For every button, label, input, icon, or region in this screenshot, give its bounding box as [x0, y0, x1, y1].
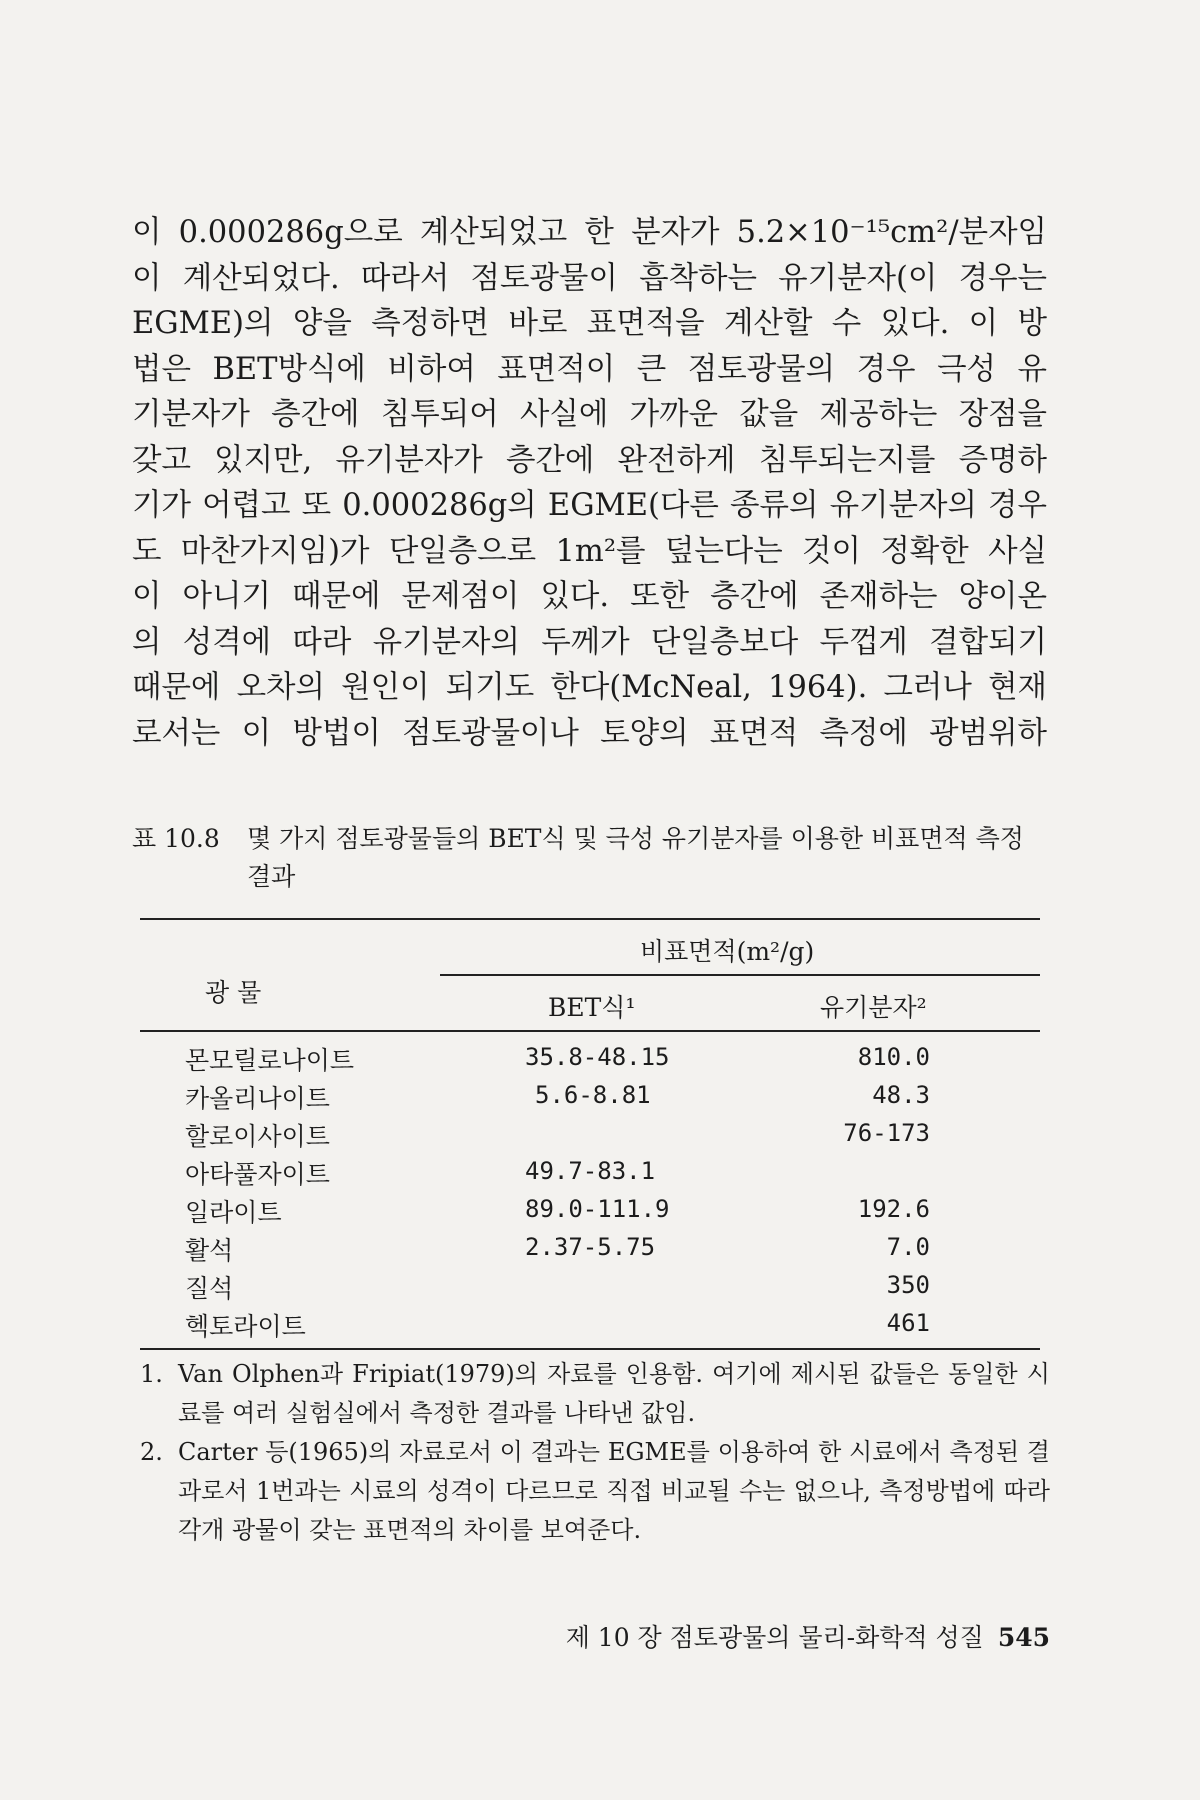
note-number: 2. — [140, 1438, 163, 1466]
table-bottom-rule — [140, 1348, 1040, 1350]
row-bet: 2.37-5.75 — [525, 1233, 656, 1261]
row-organic: 461 — [886, 1309, 930, 1337]
header-mineral: 광 물 — [205, 978, 262, 1007]
row-organic: 7.0 — [886, 1233, 930, 1261]
body-line: 도 마찬가지임)가 단일층으로 1m²를 덮는다는 것이 정확한 사실 — [132, 533, 1047, 569]
table-caption-text: 몇 가지 점토광물들의 BET식 및 극성 유기분자를 이용한 비표면적 측정결과 — [247, 824, 1024, 891]
body-line: 이 0.000286g으로 계산되었고 한 분자가 5.2×10⁻¹⁵cm²/분자임 — [132, 215, 1047, 250]
body-line: 때문에 오차의 원인이 되기도 한다(McNeal, 1964). 그러나 현재 — [132, 670, 1047, 705]
body-line: 법은 BET방식에 비하여 표면적이 큰 점토광물의 경우 극성 유 — [132, 351, 1047, 387]
note-item — [140, 1433, 1050, 1550]
row-organic: 76-173 — [843, 1119, 930, 1147]
body-line: 로서는 이 방법이 점토광물이나 토양의 표면적 측정에 광범위하 — [132, 715, 1047, 751]
row-mineral: 아타풀자이트 — [185, 1160, 330, 1189]
row-mineral: 질석 — [185, 1274, 234, 1303]
note-number: 1. — [140, 1360, 163, 1388]
row-mineral: 카올리나이트 — [185, 1084, 330, 1113]
header-organic: 유기분자² — [820, 993, 927, 1022]
row-organic: 48.3 — [872, 1081, 930, 1109]
page-number: 545 — [997, 1623, 1050, 1652]
note-text: Van Olphen과 Fripiat(1979)의 자료를 인용함. 여기에 제시된 값들은 동일한 시료를 여러 실험실에서 측정한 결과를 나타낸 값임. — [178, 1360, 1050, 1427]
header-specific-surface: 비표면적(m²/g) — [640, 937, 815, 966]
header-bet: BET식¹ — [548, 993, 636, 1022]
header-group-rule — [440, 974, 1040, 976]
table-notes — [140, 1355, 1050, 1550]
row-bet: 35.8-48.15 — [525, 1043, 670, 1071]
body-line: 이 계산되었다. 따라서 점토광물이 흡착하는 유기분자(이 경우는 — [132, 260, 1047, 296]
row-organic: 192.6 — [857, 1195, 930, 1223]
running-footer — [490, 1618, 1050, 1654]
body-line: 기분자가 층간에 침투되어 사실에 가까운 값을 제공하는 장점을 — [132, 397, 1047, 432]
row-mineral: 헥토라이트 — [185, 1312, 306, 1341]
row-mineral: 활석 — [185, 1236, 234, 1265]
body-paragraph — [132, 210, 1047, 756]
chapter-title: 제 10 장 점토광물의 물리-화학적 성질 — [565, 1623, 984, 1652]
row-bet: 5.6-8.81 — [535, 1081, 651, 1109]
table-top-rule — [140, 918, 1040, 920]
body-line: 갖고 있지만, 유기분자가 층간에 완전하게 침투되는지를 증명하 — [132, 442, 1047, 478]
row-mineral: 할로이사이트 — [185, 1122, 330, 1151]
body-line: 기가 어렵고 또 0.000286g의 EGME(다른 종류의 유기분자의 경우 — [132, 488, 1047, 523]
body-line: 의 성격에 따라 유기분자의 두께가 단일층보다 두껍게 결합되기 — [132, 624, 1047, 660]
row-organic: 810.0 — [857, 1043, 930, 1071]
row-organic: 350 — [886, 1271, 930, 1299]
table-caption — [132, 820, 1047, 896]
table-caption-label: 표 10.8 — [132, 824, 220, 853]
row-mineral: 일라이트 — [185, 1198, 282, 1227]
row-bet: 49.7-83.1 — [525, 1157, 656, 1185]
row-mineral: 몬모릴로나이트 — [185, 1046, 355, 1075]
body-line: 이 아니기 때문에 문제점이 있다. 또한 층간에 존재하는 양이온 — [132, 579, 1047, 614]
row-bet: 89.0-111.9 — [525, 1195, 670, 1223]
header-bottom-rule — [140, 1030, 1040, 1032]
note-text: Carter 등(1965)의 자료로서 이 결과는 EGME를 이용하여 한 시료에서 측정된 결과로서 1번과는 시료의 성격이 다르므로 직접 비교될 수는 없으나, 측정방법에 따라 각개 광물이 갖는 표면적의 차이를 보여준다. — [178, 1438, 1050, 1544]
note-item — [140, 1355, 1050, 1433]
body-line: EGME)의 양을 측정하면 바로 표면적을 계산할 수 있다. 이 방 — [132, 306, 1047, 341]
